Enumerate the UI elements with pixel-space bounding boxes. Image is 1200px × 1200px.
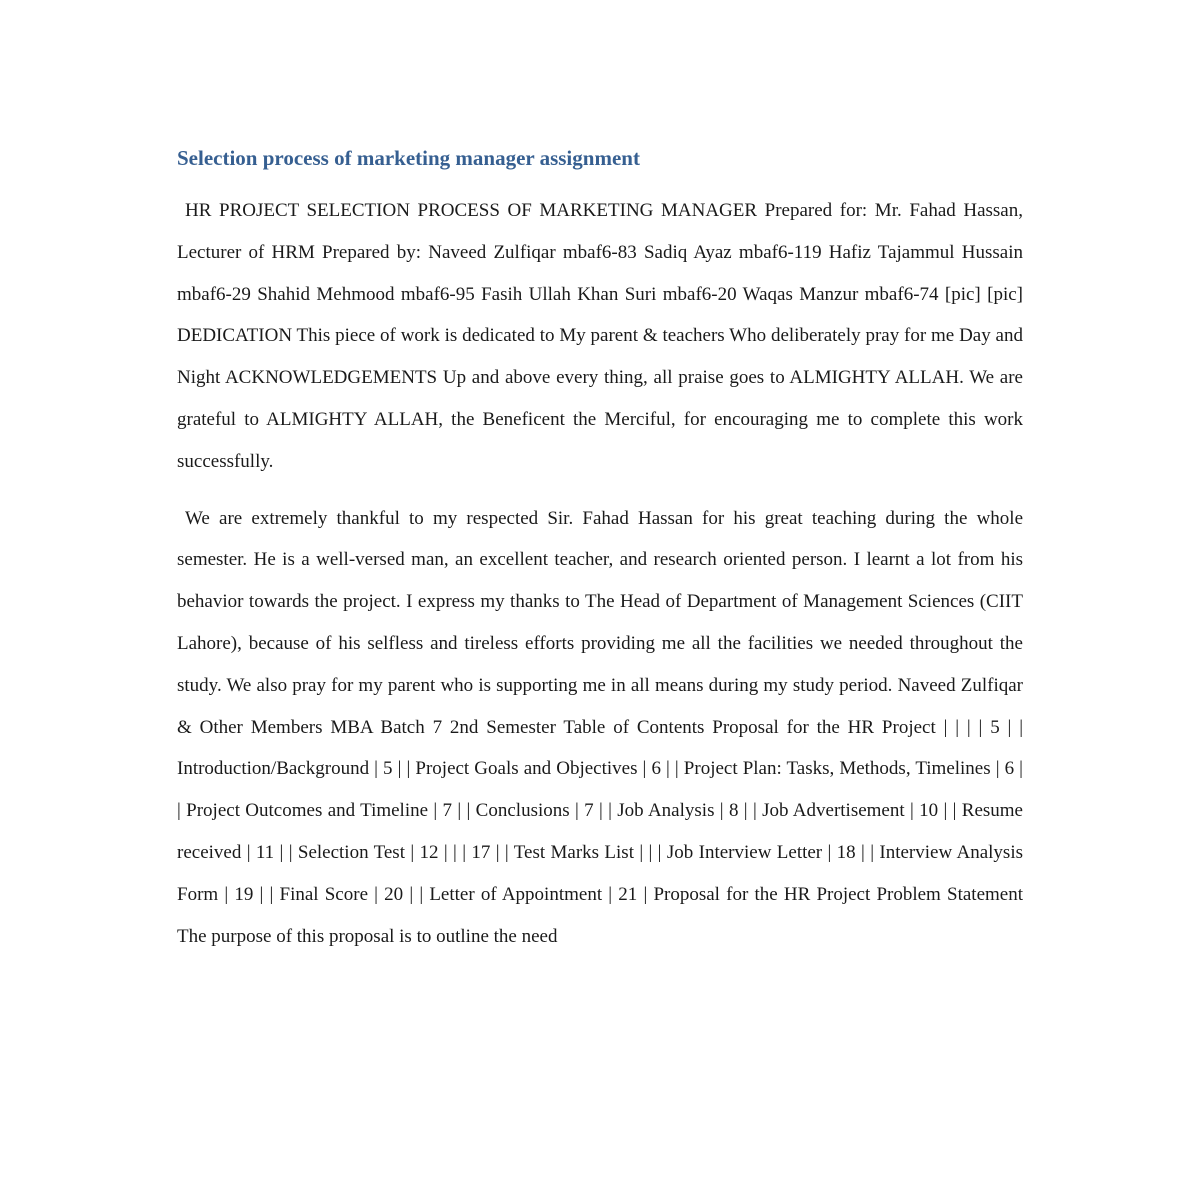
document-page: [177, 140, 1023, 957]
body-paragraph-2: We are extremely thankful to my respected Sir. Fahad Hassan for his great teaching during the whole semester. He is a well-versed man, an excellent teacher, and research oriented person. I learnt a lot from his behavior towards the project. I express my thanks to The Head of Department of Management Sciences (CIIT Lahore), because of his selfless and tireless efforts providing me all the facilities we needed throughout the study. We also pray for my parent who is supporting me in all means during my study period. Naveed Zulfiqar & Other Members MBA Batch 7 2nd Semester Table of Contents Proposal for the HR Project | | | | 5 | | Introduction/Background | 5 | | Project Goals and Objectives | 6 | | Project Plan: Tasks, Methods, Timelines | 6 | | Project Outcomes and Timeline | 7 | | Conclusions | 7 | | Job Analysis | 8 | | Job Advertisement | 10 | | Resume received | 11 | | Selection Test | 12 | | | 17 | | Test Marks List | | | Job Interview Letter | 18 | | Interview Analysis Form | 19 | | Final Score | 20 | | Letter of Appointment | 21 | Proposal for the HR Project Problem Statement The purpose of this proposal is to outline the need: [177, 507, 1023, 947]
document-title: Selection process of marketing manager assignment: [177, 146, 640, 170]
body-paragraph-1: HR PROJECT SELECTION PROCESS OF MARKETING MANAGER Prepared for: Mr. Fahad Hassan, Lecturer of HRM Prepared by: Naveed Zulfiqar mbaf6-83 Sadiq Ayaz mbaf6-119 Hafiz Tajammul Hussain mbaf6-29 Shahid Mehmood mbaf6-95 Fasih Ullah Khan Suri mbaf6-20 Waqas Manzur mbaf6-74 [pic] [pic] DEDICATION This piece of work is dedicated to My parent & teachers Who deliberately pray for me Day and Night ACKNOWLEDGEMENTS Up and above every thing, all praise goes to ALMIGHTY ALLAH. We are grateful to ALMIGHTY ALLAH, the Beneficent the Merciful, for encouraging me to complete this work successfully.: [177, 200, 1023, 472]
